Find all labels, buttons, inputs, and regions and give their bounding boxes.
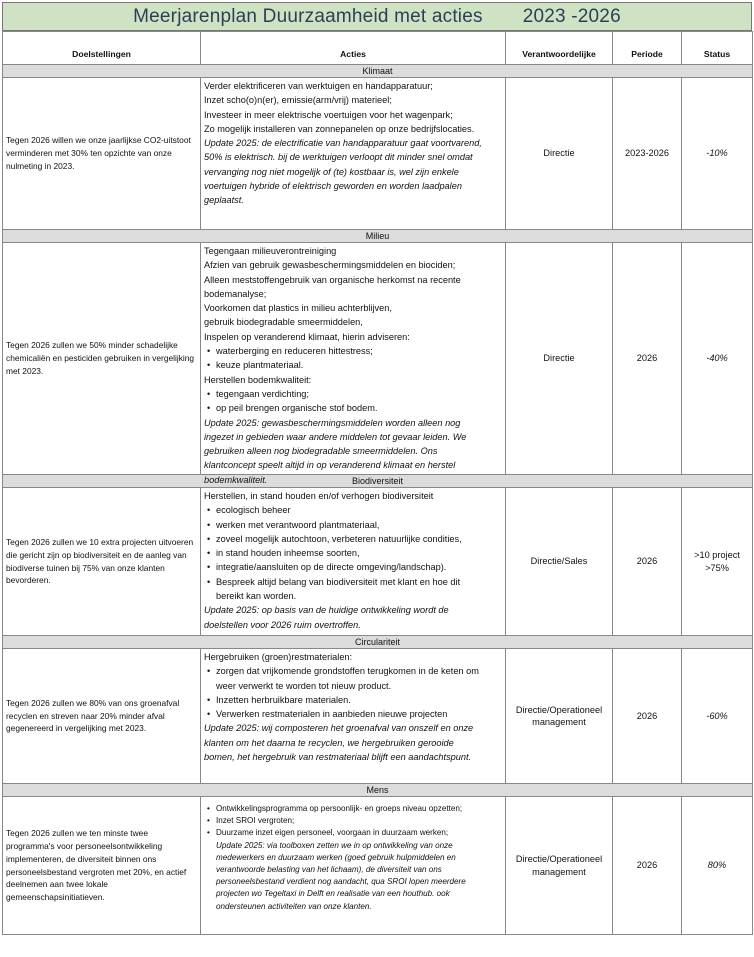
table-row-circulariteit (3, 649, 753, 784)
section-header-biodiversiteit (3, 475, 753, 488)
update-line: vervanging nog niet mogelijk of (te) kostbaar is, wel zijn enkele (204, 166, 459, 177)
header-responsible: Verantwoordelijke (506, 32, 613, 65)
section-header-mens (3, 784, 753, 797)
bullet-item: • in stand houden inheemse soorten, (216, 546, 502, 560)
action-line: Hergebruiken (groen)restmaterialen: (204, 652, 353, 662)
table-row-milieu (3, 243, 753, 475)
goal-cell: Tegen 2026 zullen we 10 extra projecten uitvoeren die gericht zijn op biodiversiteit en de aanleg van biodiverse tuinen bij 75% van onze klanten bevorderen. (3, 488, 201, 636)
status-cell: -40% (682, 243, 753, 475)
bullet-item: • tegengaan verdichting; (216, 387, 502, 401)
header-status: Status (682, 32, 753, 65)
section-title: Klimaat (3, 65, 753, 78)
action-line: Herstellen bodemkwaliteit: (204, 374, 312, 385)
actions-cell (201, 488, 506, 636)
header-goal: Doelstellingen (3, 32, 201, 65)
bullet-list (204, 503, 502, 589)
bullet-item: • ecologisch beheer (216, 503, 502, 517)
bullet-item: • Ontwikkelingsprogramma op persoonlijk- en groeps niveau opzetten; (216, 803, 502, 815)
update-line: gebruiken alleen nog biodegradable smeermiddelen. Ons (204, 446, 438, 457)
action-line: Tegengaan milieuverontreiniging (204, 246, 337, 256)
period-cell: 2026 (613, 243, 682, 475)
document-page (2, 2, 752, 952)
update-line: medewerkers en duurzaam werken (goed gebruik hulpmiddelen en (216, 852, 456, 862)
table-header-row (3, 32, 753, 65)
action-line: Herstellen, in stand houden en/of verhogen biodiversiteit (204, 491, 434, 501)
header-actions: Acties (201, 32, 506, 65)
period-cell: 2026 (613, 488, 682, 636)
section-title: Circulariteit (3, 636, 753, 649)
table-row-mens (3, 797, 753, 935)
bullet-item: • op peil brengen organische stof bodem. (216, 401, 502, 415)
update-line: ondersteunen activiteiten van onze klanten. (216, 901, 372, 911)
status-cell: -10% (682, 78, 753, 230)
bullet-list (204, 344, 502, 373)
bullet-list (204, 664, 502, 678)
actions-cell (201, 797, 506, 935)
update-line: bodemkwaliteit. (204, 474, 268, 485)
responsible-cell: Directie (506, 78, 613, 230)
bullet-list (204, 693, 502, 722)
section-header-circulariteit (3, 636, 753, 649)
table-row-klimaat (3, 78, 753, 230)
section-title: Biodiversiteit (3, 475, 753, 488)
bullet-item: • keuze plantmateriaal. (216, 358, 502, 372)
action-line: Alleen meststoffengebruik van organische herkomst na recente (204, 274, 461, 285)
action-line: Afzien van gebruik gewasbeschermingsmiddelen en biociden; (204, 260, 456, 271)
action-line: Zo mogelijk installeren van zonnepanelen op onze bedrijfslocaties. (204, 123, 475, 134)
responsible-cell: Directie/Operationeel management (506, 649, 613, 784)
bullet-item: • zorgen dat vrijkomende grondstoffen terugkomen in de keten om (216, 664, 502, 678)
action-line: Inspelen op veranderend klimaat, hierin adviseren: (204, 331, 410, 342)
bullet-item: • werken met verantwoord plantmateriaal, (216, 518, 502, 532)
period-cell: 2023-2026 (613, 78, 682, 230)
status-cell: 80% (682, 797, 753, 935)
update-line: projecten wo Tegeltaxi in Delft en realisatie van een houthub. ook (216, 889, 450, 899)
update-line: bomen, het hergebruik van restmateriaal blijft een aandachtspunt. (204, 752, 472, 763)
bullet-item: • Duurzame inzet eigen personeel, voorgaan in duurzaam werken; (216, 827, 502, 839)
update-line: Update 2025: via toolboxen zetten we in op ontwikkeling van onze (216, 840, 453, 850)
bullet-item: • Inzet SROI vergroten; (216, 815, 502, 827)
action-line: Investeer in meer elektrische voertuigen voor het wagenpark; (204, 109, 453, 120)
bullet-list (204, 387, 502, 416)
responsible-cell: Directie/Sales (506, 488, 613, 636)
action-plan-table (2, 31, 753, 935)
goal-cell: Tegen 2026 zullen we ten minste twee programma's voor personeelsontwikkeling implementeren, de diversiteit binnen ons personeelsbestand vergroten met 20%, en actief deelnemen aan twee lokale gemeenschapsinitiatieven. (3, 797, 201, 935)
goal-cell: Tegen 2026 willen we onze jaarlijkse CO2-uitstoot verminderen met 30% ten opzichte van onze nulmeting in 2023. (3, 78, 201, 230)
table-row-biodiversiteit (3, 488, 753, 636)
section-header-milieu (3, 230, 753, 243)
section-title: Mens (3, 784, 753, 797)
update-line: voertuigen hybride of elektrisch geworden en worden laadpalen (204, 181, 462, 192)
period-cell: 2026 (613, 797, 682, 935)
update-line: klantconcept speelt altijd in op veranderend klimaat en herstel (204, 460, 456, 471)
update-line: 50% is elektrisch. bij de werktuigen verloopt dit minder snel omdat (204, 152, 473, 163)
status-cell: >10 project >75% (682, 488, 753, 636)
bullet-item: • waterberging en reduceren hittestress; (216, 344, 502, 358)
actions-cell (201, 649, 506, 784)
document-title: Meerjarenplan Duurzaamheid met acties (133, 5, 483, 27)
section-header-klimaat (3, 65, 753, 78)
bullet-item: • Verwerken restmaterialen in aanbieden nieuwe projecten (216, 707, 502, 721)
bullet-item: • zoveel mogelijk autochtoon, verbeteren natuurlijke condities, (216, 532, 502, 546)
action-line: bodemanalyse; (204, 288, 267, 299)
responsible-cell: Directie (506, 243, 613, 475)
goal-cell: Tegen 2026 zullen we 80% van ons groenafval recyclen en streven naar 20% minder afval gegenereerd in vergelijking met 2023. (3, 649, 201, 784)
update-line: Update 2025: op basis van de huidige ontwikkeling wordt de (204, 605, 449, 616)
action-line: gebruik biodegradable smeermiddelen, (204, 317, 363, 328)
update-line: klanten om het daarna te recyclen, we hergebruiken gerooide (204, 737, 454, 748)
header-period: Periode (613, 32, 682, 65)
action-line: weer verwerkt te worden tot nieuw product. (216, 680, 392, 691)
update-line: doelstellen voor 2026 ruim overtroffen. (204, 619, 361, 630)
bullet-item: • Bespreek altijd belang van biodiversiteit met klant en hoe dit (216, 575, 502, 589)
update-line: Update 2025: wij composteren het groenafval van onszelf en onze (204, 723, 474, 734)
bullet-item: • integratie/aansluiten op de directe omgeving/landschap). (216, 560, 502, 574)
goal-cell: Tegen 2026 zullen we 50% minder schadelijke chemicaliën en pesticiden gebruiken in vergelijking met 2023. (3, 243, 201, 475)
action-line: bereikt kan worden. (216, 591, 297, 602)
status-cell: -60% (682, 649, 753, 784)
actions-cell (201, 78, 506, 230)
bullet-item: • Inzetten herbruikbare materialen. (216, 693, 502, 707)
update-line: verantwoorde belasting van het lichaam), de diversiteit van ons (216, 865, 442, 875)
period-cell: 2026 (613, 649, 682, 784)
update-line: ingezet in gebieden waar andere middelen tot gevaar leiden. We (204, 431, 467, 442)
bullet-list (204, 803, 502, 840)
update-line: personeelsbestand verdient nog aandacht, qua SROI lopen meerdere (216, 877, 466, 887)
action-line: Voorkomen dat plastics in milieu achterblijven, (204, 303, 392, 314)
responsible-cell: Directie/Operationeel management (506, 797, 613, 935)
update-line: geplaatst. (204, 195, 244, 206)
action-line: Verder elektrificeren van werktuigen en handapparatuur; (204, 81, 433, 91)
section-title: Milieu (3, 230, 753, 243)
update-line: Update 2025: de electrificatie van handapparatuur gaat voortvarend, (204, 138, 482, 149)
update-line: Update 2025: gewasbeschermingsmiddelen worden alleen nog (204, 417, 461, 428)
document-years: 2023 -2026 (522, 5, 621, 27)
action-line: Inzet scho(o)n(er), emissie(arm/vrij) materieel; (204, 95, 392, 106)
document-title-bar (2, 2, 752, 31)
